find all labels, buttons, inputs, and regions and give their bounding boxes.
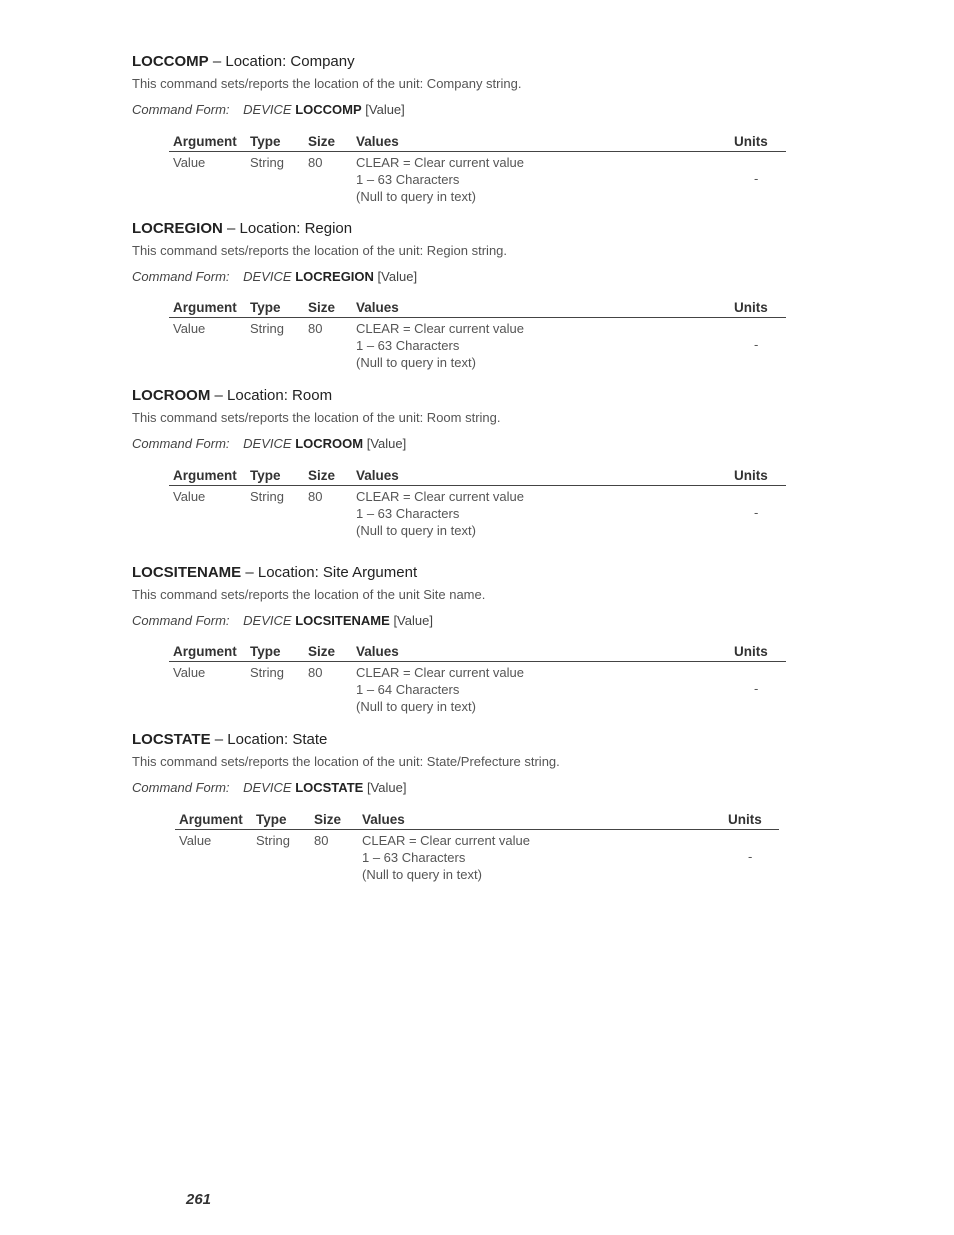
header-values: Values <box>356 134 399 149</box>
value-line: CLEAR = Clear current value <box>356 155 524 170</box>
cell-argument: Value <box>173 489 206 504</box>
cell-units: - <box>754 505 759 520</box>
command-section-locroom <box>132 387 792 539</box>
command-form-label: Command Form: <box>132 269 230 284</box>
command-title: – Location: Company <box>212 53 355 70</box>
argument-table <box>175 811 779 883</box>
header-type: Type <box>250 468 281 483</box>
header-units: Units <box>734 300 768 315</box>
command-form <box>132 780 792 796</box>
argument-table <box>169 467 786 539</box>
table-row <box>169 318 786 371</box>
cell-size: 80 <box>308 665 323 680</box>
value-line: CLEAR = Clear current value <box>356 489 524 504</box>
header-type: Type <box>250 300 281 315</box>
argument-table <box>169 299 786 371</box>
header-type: Type <box>250 134 281 149</box>
cell-type: String <box>250 321 284 336</box>
command-form-arg: [Value] <box>366 436 407 451</box>
header-units: Units <box>734 644 768 659</box>
table-row <box>169 486 786 539</box>
command-name: LOCROOM <box>132 387 211 404</box>
command-heading <box>132 53 792 71</box>
cell-argument: Value <box>173 665 206 680</box>
cell-values <box>362 832 530 883</box>
header-values: Values <box>356 468 399 483</box>
cell-units: - <box>754 681 759 696</box>
command-heading <box>132 731 792 749</box>
header-size: Size <box>308 644 336 659</box>
command-title: – Location: Region <box>227 220 353 237</box>
command-form-label: Command Form: <box>132 780 230 795</box>
cell-size: 80 <box>314 833 329 848</box>
command-form-arg: [Value] <box>393 613 433 628</box>
cell-values <box>356 664 524 715</box>
command-name: LOCSITENAME <box>132 564 242 581</box>
command-form-name: LOCSTATE <box>295 780 364 795</box>
header-units: Units <box>734 134 768 149</box>
table-row <box>175 830 779 883</box>
command-form-name: LOCSITENAME <box>295 613 390 628</box>
value-line: 1 – 63 Characters <box>356 506 460 521</box>
command-section-loccomp <box>132 53 792 205</box>
command-form-name: LOCREGION <box>295 269 374 284</box>
table-header <box>169 299 786 318</box>
cell-values <box>356 320 524 371</box>
value-line: CLEAR = Clear current value <box>356 665 524 680</box>
cell-type: String <box>250 665 284 680</box>
device-label: DEVICE <box>243 102 292 117</box>
value-line: 1 – 64 Characters <box>356 682 460 697</box>
command-name: LOCSTATE <box>132 731 211 748</box>
table-header <box>169 467 786 486</box>
argument-table <box>169 643 786 715</box>
header-type: Type <box>250 644 281 659</box>
header-size: Size <box>314 812 342 827</box>
cell-units: - <box>754 337 759 352</box>
cell-type: String <box>256 833 290 848</box>
value-line: CLEAR = Clear current value <box>362 833 530 848</box>
header-size: Size <box>308 468 336 483</box>
cell-size: 80 <box>308 155 323 170</box>
command-description: This command sets/reports the location of the unit: Region string. <box>132 243 508 258</box>
header-argument: Argument <box>179 812 243 827</box>
value-line: (Null to query in text) <box>356 523 476 538</box>
table-row <box>169 152 786 205</box>
command-form-name: LOCROOM <box>295 436 364 451</box>
command-form-arg: [Value] <box>377 269 418 284</box>
value-line: (Null to query in text) <box>362 867 482 882</box>
cell-type: String <box>250 489 284 504</box>
cell-units: - <box>754 171 759 186</box>
command-form <box>132 102 792 118</box>
command-form <box>132 613 792 629</box>
header-type: Type <box>256 812 287 827</box>
header-argument: Argument <box>173 134 237 149</box>
command-section-locsitename <box>132 564 792 715</box>
command-heading <box>132 220 792 238</box>
cell-values <box>356 154 524 205</box>
table-row <box>169 662 786 715</box>
value-line: 1 – 63 Characters <box>356 172 460 187</box>
command-form-arg: [Value] <box>366 780 407 795</box>
header-argument: Argument <box>173 300 237 315</box>
command-description: This command sets/reports the location of the unit: State/Prefecture string. <box>132 754 560 769</box>
command-title: – Location: Room <box>214 387 333 404</box>
command-title: – Location: Site Argument <box>245 564 418 581</box>
command-section-locstate <box>132 731 792 883</box>
page-number: 261 <box>186 1191 212 1208</box>
value-line: 1 – 63 Characters <box>356 338 460 353</box>
command-heading <box>132 387 792 405</box>
header-values: Values <box>356 644 399 659</box>
command-form <box>132 436 792 452</box>
command-name: LOCCOMP <box>132 53 209 70</box>
command-title: – Location: State <box>214 731 328 748</box>
device-label: DEVICE <box>243 613 292 628</box>
table-header <box>169 133 786 152</box>
command-form-label: Command Form: <box>132 102 230 117</box>
value-line: (Null to query in text) <box>356 699 476 714</box>
header-units: Units <box>734 468 768 483</box>
header-size: Size <box>308 134 336 149</box>
header-size: Size <box>308 300 336 315</box>
command-description: This command sets/reports the location of the unit: Room string. <box>132 410 501 425</box>
argument-table <box>169 133 786 205</box>
cell-argument: Value <box>179 833 212 848</box>
table-header <box>169 643 786 662</box>
header-argument: Argument <box>173 644 237 659</box>
value-line: 1 – 63 Characters <box>362 850 466 865</box>
header-values: Values <box>356 300 399 315</box>
cell-argument: Value <box>173 155 206 170</box>
cell-type: String <box>250 155 284 170</box>
cell-units: - <box>748 849 753 864</box>
command-form-arg: [Value] <box>365 102 405 117</box>
command-description: This command sets/reports the location of the unit: Company string. <box>132 76 522 91</box>
command-form <box>132 269 792 285</box>
device-label: DEVICE <box>243 436 292 451</box>
cell-size: 80 <box>308 489 323 504</box>
cell-values <box>356 488 524 539</box>
cell-argument: Value <box>173 321 206 336</box>
header-argument: Argument <box>173 468 237 483</box>
value-line: (Null to query in text) <box>356 189 476 204</box>
device-label: DEVICE <box>243 269 292 284</box>
command-name: LOCREGION <box>132 220 223 237</box>
value-line: (Null to query in text) <box>356 355 476 370</box>
command-section-locregion <box>132 220 792 371</box>
table-header <box>175 811 779 830</box>
value-line: CLEAR = Clear current value <box>356 321 524 336</box>
command-description: This command sets/reports the location of the unit Site name. <box>132 587 486 602</box>
device-label: DEVICE <box>243 780 292 795</box>
header-units: Units <box>728 812 762 827</box>
header-values: Values <box>362 812 405 827</box>
command-form-name: LOCCOMP <box>295 102 362 117</box>
cell-size: 80 <box>308 321 323 336</box>
command-form-label: Command Form: <box>132 613 230 628</box>
command-form-label: Command Form: <box>132 436 230 451</box>
command-heading <box>132 564 792 582</box>
